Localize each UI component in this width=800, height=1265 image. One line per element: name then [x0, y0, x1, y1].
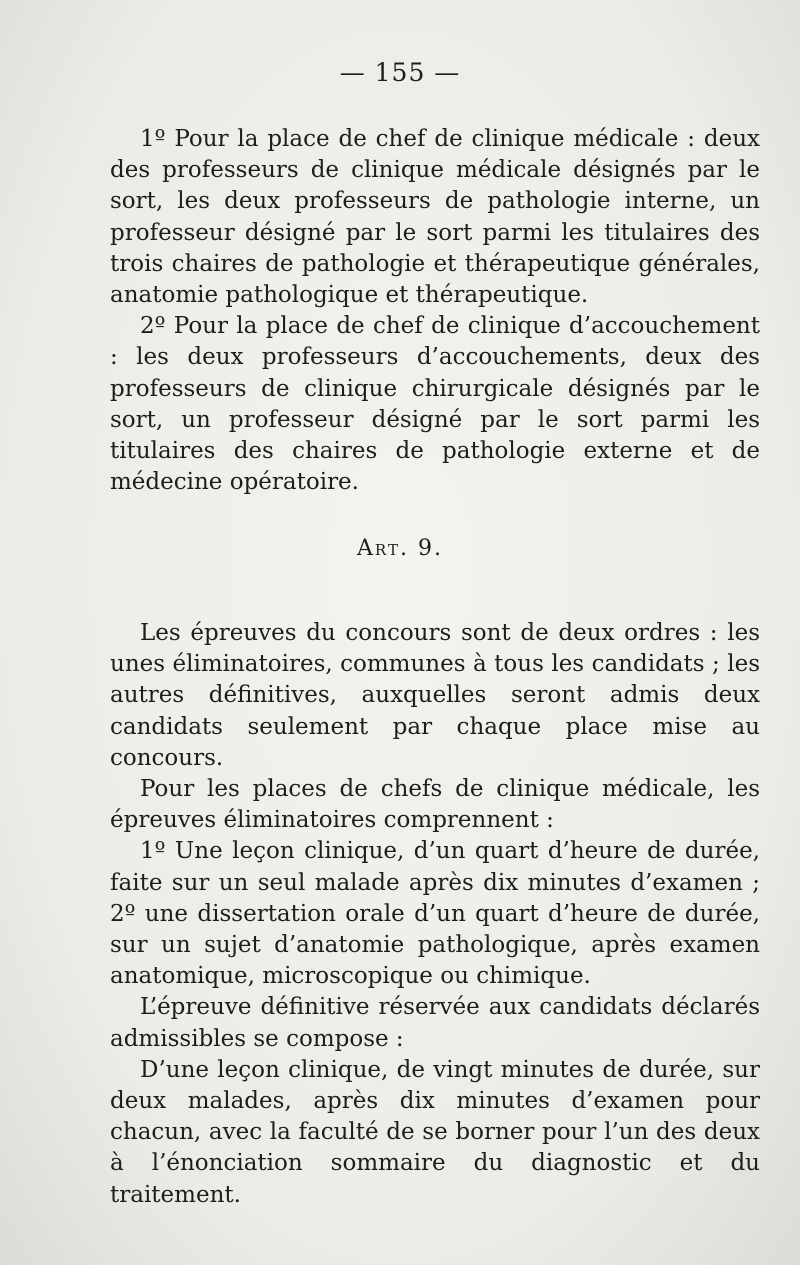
paragraph-medical-clinic-jury: 1º Pour la place de chef de clinique médicale : deux des professeurs de clinique médicale désignés par le sort, les deux professeurs de pathologie interne, un professeur désigné par le sort parmi les titulaires des trois chaires de pathologie et thérapeutique générales, anatomie pathologique et thérapeutique.	[110, 126, 760, 309]
section-jury-composition	[110, 124, 760, 498]
paragraph-exam-orders: Les épreuves du concours sont de deux ordres : les unes éliminatoires, communes à tous les candidats ; les autres définitives, auxquelles seront admis deux candidats seulement par chaque place mise au concours.	[110, 620, 760, 771]
paragraph-definitive-intro: L’épreuve définitive réservée aux candidats déclarés admissibles se compose :	[110, 994, 760, 1052]
article-heading-text: Art. 9.	[357, 536, 443, 561]
article-heading	[0, 536, 800, 561]
page-number: — 155 —	[339, 58, 461, 87]
paragraph-definitive-test: D’une leçon clinique, de vingt minutes de durée, sur deux malades, après dix minutes d’examen pour chacun, avec la faculté de se borner pour l’un des deux à l’énonciation sommaire du diagnostic et du traitement.	[110, 1056, 760, 1208]
paragraph-obstetrics-clinic-jury: 2º Pour la place de chef de clinique d’accouchement : les deux professeurs d’accouchements, deux des professeurs de clinique chirurgicale désignés par le sort, un professeur désigné par le sort parmi les titulaires des chaires de pathologie externe et de médecine opératoire.	[110, 313, 760, 496]
paragraph-eliminatory-intro: Pour les places de chefs de clinique médicale, les épreuves éliminatoires comprennent :	[110, 776, 760, 834]
paragraph-eliminatory-tests: 1º Une leçon clinique, d’un quart d’heure de durée, faite sur un seul malade après dix minutes d’examen ; 2º une dissertation orale d’un quart d’heure de durée, sur un sujet d’anatomie pathologique, après examen anatomique, microscopique ou chimique.	[110, 838, 760, 990]
section-article-9	[110, 618, 760, 1211]
